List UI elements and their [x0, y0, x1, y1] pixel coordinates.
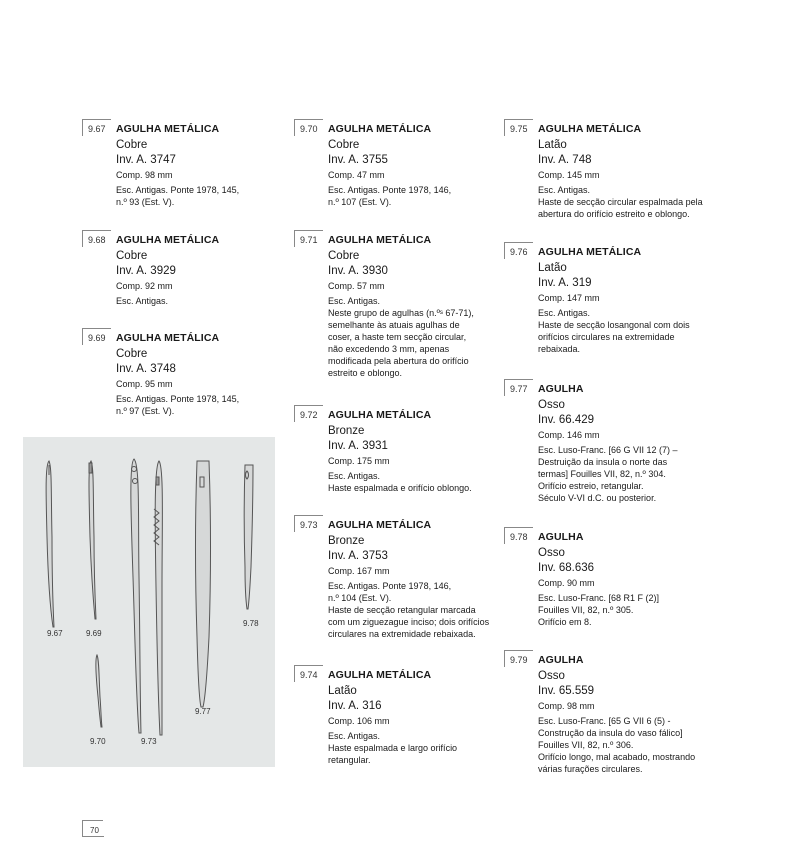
entry-description-line: abertura do orifício estreito e oblongo.: [538, 209, 690, 219]
entry-title: AGULHA METÁLICA: [328, 409, 432, 421]
entry-reference-line: Esc. Antigas.: [538, 308, 591, 318]
entry-body: [116, 332, 286, 417]
entry-inventory: Inv. A. 319: [538, 277, 592, 289]
figure-label-9-69: 9.69: [86, 629, 102, 638]
entry-description-line: várias furações circulares.: [538, 764, 643, 774]
page-number-underline: [82, 836, 104, 837]
entry-description-line: retangular.: [328, 755, 371, 765]
entry-number: 9.75: [510, 124, 528, 134]
entry-description-line: Haste de secção retangular marcada: [328, 605, 476, 615]
entry-length: Comp. 145 mm: [538, 170, 600, 180]
entry-body: [116, 123, 286, 208]
entry-body: [538, 531, 708, 628]
entry-number: 9.71: [300, 235, 318, 245]
entry-reference-line: Esc. Luso-Franc. [68 R1 F (2)]: [538, 593, 660, 603]
entry-description-line: Haste espalmada e orifício oblongo.: [328, 483, 472, 493]
entry-inventory: Inv. A. 3748: [116, 363, 176, 375]
entry-length: Comp. 98 mm: [116, 170, 173, 180]
entry-length: Comp. 57 mm: [328, 281, 385, 291]
entry-body: [116, 234, 286, 307]
entry-material: Osso: [538, 547, 565, 559]
entry-inventory: Inv. A. 748: [538, 154, 592, 166]
entry-inventory: Inv. 68.636: [538, 562, 595, 574]
entry-length: Comp. 98 mm: [538, 701, 595, 711]
entry-body: [328, 234, 498, 379]
entry-length: Comp. 95 mm: [116, 379, 173, 389]
entry-reference-line: Destruição da insula o norte das: [538, 457, 668, 467]
entry-description-line: Século V-VI d.C. ou posterior.: [538, 493, 657, 503]
entry-description-line: semelhante às atuais agulhas de: [328, 320, 460, 330]
entry-body: [538, 123, 708, 220]
entry-reference-line: Esc. Antigas. Ponte 1978, 145,: [116, 394, 240, 404]
entry-length: Comp. 47 mm: [328, 170, 385, 180]
entry-body: [538, 654, 708, 775]
entry-reference-line: Construção da insula do vaso fálico]: [538, 728, 683, 738]
entry-length: Comp. 175 mm: [328, 456, 390, 466]
entry-body: [328, 519, 498, 640]
figure-label-9-70: 9.70: [90, 737, 106, 746]
needle-9-77-shape: [196, 461, 211, 707]
entry-reference-line: n.º 104 (Est. V).: [328, 593, 392, 603]
entry-description-line: circulares na extremidade rebaixada.: [328, 629, 476, 639]
entry-reference-line: Esc. Antigas.: [538, 185, 591, 195]
figure-label-9-78: 9.78: [243, 619, 259, 628]
entry-material: Osso: [538, 670, 565, 682]
entry-title: AGULHA METÁLICA: [328, 123, 432, 135]
needle-9-73-eye: [156, 477, 159, 485]
entry-body: [328, 409, 498, 494]
entry-material: Bronze: [328, 425, 365, 437]
entry-title: AGULHA METÁLICA: [116, 234, 220, 246]
entry-description-line: Neste grupo de agulhas (n.ºˢ 67-71),: [328, 308, 474, 318]
needle-9-69-eye: [89, 463, 92, 473]
entry-inventory: Inv. A. 3755: [328, 154, 388, 166]
entry-number: 9.74: [300, 670, 318, 680]
figure-label-9-67: 9.67: [47, 629, 63, 638]
entry-title: AGULHA: [538, 654, 584, 666]
entry-inventory: Inv. A. 316: [328, 700, 382, 712]
needles-illustration: [23, 437, 275, 767]
entry-material: Osso: [538, 399, 565, 411]
entry-description-line: Orifício em 8.: [538, 617, 592, 627]
entry-title: AGULHA: [538, 531, 584, 543]
page-number-box: [82, 820, 103, 837]
entry-body: [538, 246, 708, 355]
entry-length: Comp. 90 mm: [538, 578, 595, 588]
entry-number: 9.67: [88, 124, 106, 134]
entry-material: Cobre: [328, 139, 360, 151]
entry-material: Latão: [538, 139, 567, 151]
entry-body: [538, 383, 708, 504]
entry-reference-line: Esc. Antigas. Ponte 1978, 146,: [328, 185, 452, 195]
page-number: 70: [90, 826, 99, 835]
entry-reference-line: Fouilles VII, 82, n.º 305.: [538, 605, 634, 615]
entry-reference-line: n.º 107 (Est. V).: [328, 197, 392, 207]
entry-material: Cobre: [328, 250, 360, 262]
entry-reference-line: Esc. Antigas.: [328, 471, 381, 481]
needle-9-73-left-shape: [131, 459, 141, 733]
entry-body: [328, 669, 498, 766]
entry-description-line: modificada pela abertura do orifício: [328, 356, 469, 366]
entry-title: AGULHA METÁLICA: [328, 234, 432, 246]
entry-description-line: coser, a haste tem secção circular,: [328, 332, 467, 342]
entry-reference-line: Esc. Antigas.: [328, 296, 381, 306]
entry-description-line: Haste de secção losangonal com dois: [538, 320, 690, 330]
entry-title: AGULHA METÁLICA: [328, 669, 432, 681]
entry-number: 9.73: [300, 520, 318, 530]
entry-body: [328, 123, 498, 208]
entry-number: 9.79: [510, 655, 528, 665]
entry-title: AGULHA METÁLICA: [328, 519, 432, 531]
needle-9-70-shape: [96, 655, 102, 727]
entry-material: Cobre: [116, 348, 148, 360]
entry-inventory: Inv. A. 3753: [328, 550, 388, 562]
entry-inventory: Inv. A. 3929: [116, 265, 176, 277]
entry-description-line: Orifício estreio, retangular.: [538, 481, 644, 491]
entry-inventory: Inv. A. 3747: [116, 154, 176, 166]
figure-label-9-73: 9.73: [141, 737, 157, 746]
entry-reference-line: Esc. Antigas. Ponte 1978, 145,: [116, 185, 240, 195]
entry-material: Latão: [328, 685, 357, 697]
entry-title: AGULHA METÁLICA: [116, 123, 220, 135]
entry-length: Comp. 92 mm: [116, 281, 173, 291]
entry-description-line: não excedendo 3 mm, apenas: [328, 344, 450, 354]
entry-reference-line: n.º 93 (Est. V).: [116, 197, 175, 207]
entry-description-line: Orifício longo, mal acabado, mostrando: [538, 752, 696, 762]
entry-inventory: Inv. A. 3931: [328, 440, 388, 452]
entry-inventory: Inv. A. 3930: [328, 265, 388, 277]
entry-reference-line: Esc. Antigas.: [116, 296, 169, 306]
needles-drawing: [23, 437, 275, 767]
entry-material: Latão: [538, 262, 567, 274]
needle-9-78-shape: [244, 465, 253, 609]
entry-title: AGULHA METÁLICA: [538, 123, 642, 135]
needle-9-69-shape: [89, 461, 96, 619]
entry-number: 9.72: [300, 410, 318, 420]
entry-title: AGULHA: [538, 383, 584, 395]
entry-reference-line: termas] Fouilles VII, 82, n.º 304.: [538, 469, 666, 479]
entry-reference-line: Esc. Luso-Franc. [66 G VII 12 (7) –: [538, 445, 678, 455]
entry-title: AGULHA METÁLICA: [538, 246, 642, 258]
entry-title: AGULHA METÁLICA: [116, 332, 220, 344]
entry-description-line: orifícios circulares na extremidade: [538, 332, 675, 342]
entry-reference-line: n.º 97 (Est. V).: [116, 406, 175, 416]
entry-length: Comp. 146 mm: [538, 430, 600, 440]
entry-length: Comp. 147 mm: [538, 293, 600, 303]
entry-material: Cobre: [116, 139, 148, 151]
entry-description-line: Haste de secção circular espalmada pela: [538, 197, 703, 207]
entry-material: Bronze: [328, 535, 365, 547]
entry-reference-line: Esc. Antigas.: [328, 731, 381, 741]
entry-number: 9.68: [88, 235, 106, 245]
entry-number: 9.69: [88, 333, 106, 343]
entry-reference-line: Esc. Antigas. Ponte 1978, 146,: [328, 581, 452, 591]
entry-number: 9.78: [510, 532, 528, 542]
entry-reference-line: Fouilles VII, 82, n.º 306.: [538, 740, 634, 750]
entry-number: 9.76: [510, 247, 528, 257]
entry-number: 9.77: [510, 384, 528, 394]
figure-label-9-77: 9.77: [195, 707, 211, 716]
entry-reference-line: Esc. Luso-Franc. [65 G VII 6 (5) -: [538, 716, 671, 726]
entry-description-line: rebaixada.: [538, 344, 581, 354]
entry-length: Comp. 106 mm: [328, 716, 390, 726]
needle-9-73-right-shape: [155, 461, 162, 735]
entry-inventory: Inv. 65.559: [538, 685, 595, 697]
entry-inventory: Inv. 66.429: [538, 414, 595, 426]
entry-description-line: com um ziguezague inciso; dois orifícios: [328, 617, 490, 627]
entry-description-line: Haste espalmada e largo orifício: [328, 743, 458, 753]
needle-9-67-shape: [46, 461, 54, 627]
entry-material: Cobre: [116, 250, 148, 262]
entry-number: 9.70: [300, 124, 318, 134]
entry-length: Comp. 167 mm: [328, 566, 390, 576]
entry-description-line: estreito e oblongo.: [328, 368, 403, 378]
